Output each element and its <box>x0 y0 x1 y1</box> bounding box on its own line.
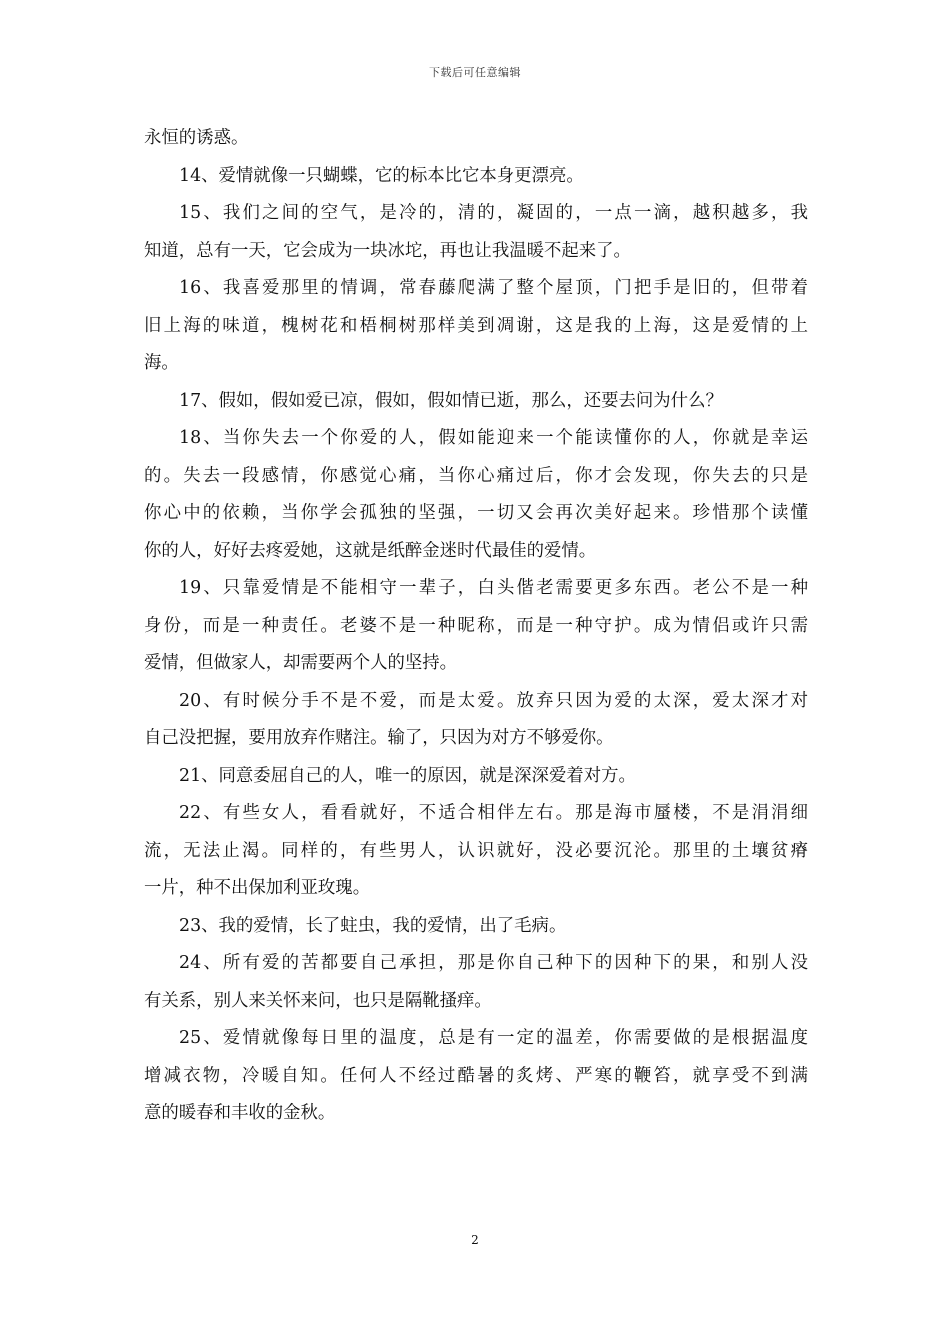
paragraph-line: 17、假如，假如爱已凉，假如，假如情已逝，那么，还要去问为什么？ <box>179 390 723 411</box>
page-header: 下载后可任意编辑 <box>429 66 521 79</box>
paragraph <box>144 383 808 421</box>
paragraph-line: 意的暖春和丰收的金秋。 <box>144 1103 336 1123</box>
paragraph <box>144 945 808 1020</box>
paragraph-line: 旧上海的味道，槐树花和梧桐树那样美到凋谢，这是我的上海，这是爱情的上 <box>144 315 808 336</box>
paragraph-line: 20、有时候分手不是不爱，而是太爱。放弃只因为爱的太深，爱太深才对 <box>179 690 808 711</box>
paragraph-line: 25、爱情就像每日里的温度，总是有一定的温差，你需要做的是根据温度 <box>179 1028 808 1048</box>
paragraph-line: 24、所有爱的苦都要自己承担，那是你自己种下的因种下的果，和别人没 <box>179 953 808 973</box>
paragraph-line: 你心中的依赖，当你学会孤独的坚强，一切又会再次美好起来。珍惜那个读懂 <box>144 503 808 523</box>
paragraph-line: 爱情，但做家人，却需要两个人的坚持。 <box>144 653 458 673</box>
paragraph-line: 18、当你失去一个你爱的人，假如能迎来一个能读懂你的人，你就是幸运 <box>179 428 808 448</box>
paragraph <box>144 570 808 683</box>
paragraph-line: 15、我们之间的空气，是冷的，清的，凝固的，一点一滴，越积越多，我 <box>179 203 808 223</box>
paragraph-line: 14、爱情就像一只蝴蝶，它的标本比它本身更漂亮。 <box>179 165 584 186</box>
paragraph-line: 19、只靠爱情是不能相守一辈子，白头偕老需要更多东西。老公不是一种 <box>179 578 808 598</box>
paragraph-line: 永恒的诱惑。 <box>144 128 249 148</box>
paragraph-line: 22、有些女人，看看就好，不适合相伴左右。那是海市蜃楼，不是涓涓细 <box>179 803 808 823</box>
paragraph <box>144 683 808 758</box>
paragraph-line: 身份，而是一种责任。老婆不是一种昵称，而是一种守护。成为情侣或许只需 <box>144 615 808 636</box>
paragraph <box>144 908 808 946</box>
paragraph-line: 知道，总有一天，它会成为一块冰坨，再也让我温暖不起来了。 <box>144 240 631 261</box>
paragraph-line: 有关系，别人来关怀来问，也只是隔靴搔痒。 <box>144 990 492 1011</box>
paragraph <box>144 195 808 270</box>
paragraph-line: 自己没把握，要用放弃作赌注。输了，只因为对方不够爱你。 <box>144 728 614 748</box>
paragraph <box>144 120 808 158</box>
paragraph <box>144 158 808 196</box>
paragraph <box>144 795 808 908</box>
paragraph-line: 流，无法止渴。同样的，有些男人，认识就好，没必要沉沦。那里的土壤贫瘠 <box>144 840 808 861</box>
paragraph <box>144 270 808 383</box>
paragraph-line: 一片，种不出保加利亚玫瑰。 <box>144 878 371 898</box>
paragraph-line: 海。 <box>144 353 179 373</box>
paragraph-line: 23、我的爱情，长了蛀虫，我的爱情，出了毛病。 <box>179 915 567 936</box>
page-number: 2 <box>471 1233 479 1247</box>
paragraph-line: 增减衣物，冷暖自知。任何人不经过酷暑的炙烤、严寒的鞭笞，就享受不到满 <box>144 1065 808 1086</box>
paragraph-line: 的。失去一段感情，你感觉心痛，当你心痛过后，你才会发现，你失去的只是 <box>144 465 808 486</box>
paragraph-line: 16、我喜爱那里的情调，常春藤爬满了整个屋顶，门把手是旧的，但带着 <box>179 278 808 298</box>
paragraph-line: 你的人，好好去疼爱她，这就是纸醉金迷时代最佳的爱情。 <box>144 540 597 561</box>
paragraph-line: 21、同意委屈自己的人，唯一的原因，就是深深爱着对方。 <box>179 765 636 786</box>
document-body <box>144 120 808 1133</box>
paragraph <box>144 1020 808 1133</box>
paragraph <box>144 758 808 796</box>
paragraph <box>144 420 808 570</box>
